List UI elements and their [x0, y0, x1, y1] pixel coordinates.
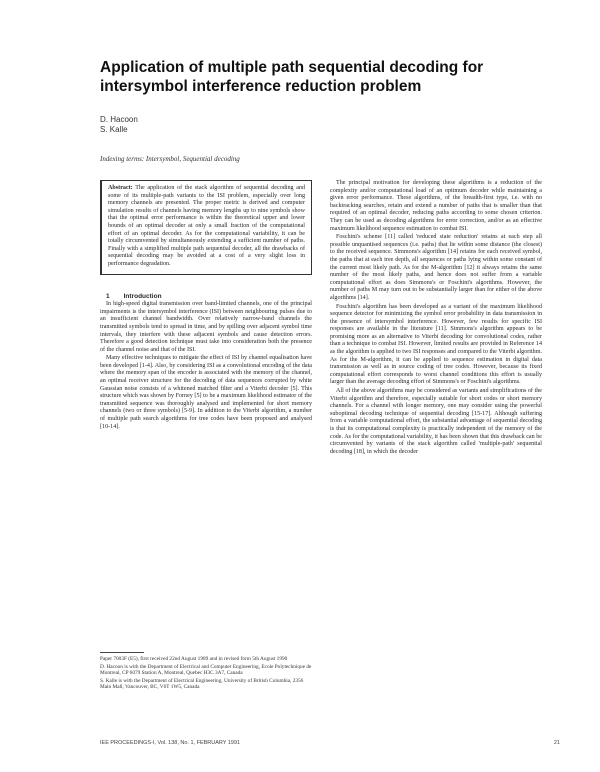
body-paragraph: The principal motivation for developing these algorithms is a reduction of the complexity and/or computational load of an optimum decoder while maintaining a given error performance. These algorithms, of the breadth-first type, i.e. with no backtracking searches, retain and extend a number of paths that is smaller than that required of an optimal decoder, reducing paths according to some chosen criterion. They can be used as decoding algorithms for error correction, and/or as an effective maximum likelihood sequence estimation to combat ISI.	[330, 180, 542, 232]
page-number: 21	[553, 740, 560, 746]
left-column	[100, 180, 312, 620]
indexing-terms: Indexing terms: Intersymbol, Sequential decoding	[100, 155, 240, 163]
abstract-label: Abstract:	[108, 185, 133, 191]
page-footer	[100, 740, 560, 746]
section-number: 1	[106, 292, 110, 300]
right-column	[330, 180, 542, 740]
paper-title: Application of multiple path sequential decoding for intersymbol interference reduction problem	[100, 59, 484, 95]
author-list	[100, 115, 138, 135]
abstract-text: The application of the stack algorithm of sequential decoding and some of its multiple-path variants to the ISI problem, especially over long memory channels are presented. The proper metric is derived and computer simulation results of channels having memory lengths up to nine symbols show that the optimal error performance is within the theoretical upper and lower bounds of an optimal decoder at only a small fraction of the computational effort of an optimal decoder. As for the computational variability, it can be totally circumvented by simultaneously extending a sufficient number of paths. Finally with a simplified multiple path sequential decoder, all the drawbacks of sequential decoding may be avoided at a cost of a very slight loss in performance degradation.	[108, 185, 305, 267]
author-name: D. Hacoon	[100, 115, 138, 124]
journal-reference: IEE PROCEEDINGS-I, Vol. 138, No. 1, FEBRUARY 1991	[100, 740, 241, 746]
body-paragraph: Foschini's scheme [11] called 'reduced state reduction' retains at each step all possible unquantised sequences (i.e. paths) that lie within some distance (the closest) to the received sequence. Simmons's algorithm [14] retains for each received symbol, the paths that at each tree depth, all sequences or paths lying within some constant of the current most likely path. As for the M-algorithm [12] it always retains the same number of the most likely paths, and hence does not suffer from a variable computational effort as does Simmons's or Foschini's algorithms. However, the number of paths M may turn out to be substantially larger than for either of the above algorithms [14].	[330, 234, 542, 301]
footnote: S. Kalle is with the Department of Electrical Engineering, University of British Columbia, 2356 Main Mall, Vancouver, BC, V6T 1W5, Canada	[100, 677, 304, 690]
footnote: D. Hacoon is with the Department of Electrical and Computer Engineering, Ecole Polytechnique de Montreal, CP 6079 Station A, Montreal, Quebec H3C 3A7, Canada	[100, 663, 312, 676]
abstract-box	[100, 180, 312, 275]
body-paragraph: Many effective techniques to mitigate the effect of ISI by channel equalisation have been developed [1-4]. Also, by considering ISI as a convolutional encoding of the data where the memory span of the encoder is associated with the memory of the channel, an optimal receiver structure for the decoding of data sequences corrupted by white Gaussian noise consists of a whitened matched filter and a Viterbi decoder [5]. This structure which was shown by Forney [5] to be a maximum likelihood estimator of the transmitted sequence was thoroughly analysed and implemented for short memory channels (two or three symbols) [5-9]. In addition to the Viterbi algorithm, a number of multiple path search algorithms for tree codes have been proposed and analysed [10-14].	[100, 355, 312, 430]
footnotes	[100, 656, 312, 692]
body-paragraph: All of the above algorithms may be considered as variants and simplifications of the Viterbi algorithm and therefore, especially suitable for short codes or short memory channels. For a channel with longer memory, one may consider using the powerful suboptimal decoding technique of sequential decoding [15-17]. Although suffering from a variable computational effort, the substantial advantage of sequential decoding is that its computational complexity is practically independent of the memory of the code. As for the computational variability, it has been shown that this drawback can be circumvented by variants of the stack algorithm called 'multiple-path' sequential decoding [18], in which the decoder	[330, 388, 542, 455]
section-title: Introduction	[123, 292, 162, 300]
footnote: Paper 7003F (E5), first received 22nd August 1989 and in revised form 5th August 1990	[100, 656, 288, 662]
author-name: S. Kalle	[100, 125, 128, 134]
section-heading	[100, 293, 312, 301]
body-paragraph: In high-speed digital transmission over band-limited channels, one of the principal impairments is the intersymbol interference (ISI) between neighbouring pulses due to an insufficient channel bandwidth. Over relatively narrow-band channels the transmitted symbols tend to spread in time, and by spilling over adjacent symbol time intervals, they interfere with these adjacent symbols and cause detection errors. Therefore a good detection technique must take into consideration both the presence of the channel noise and that of the ISI.	[100, 301, 312, 353]
body-paragraph: Foschini's algorithm has been developed as a variant of the maximum likelihood sequence detector for minimizing the symbol error probability in data transmission in the presence of intersymbol interference. However, few results for specific ISI responses are available in the literature [11]. Simmons's algorithm appears to be promising more as an alternative to Viterbi decoding for convolutional codes, rather than a technique to combat ISI. However, limited results are provided in Reference 14 as the algorithm is applied to two ISI responses and compared to the Viterbi algorithm. As for the M-algorithm, it can be applied to sequence estimation in digital data transmission as well as in source coding of tree codes. However, because its fixed computational effort corresponds to worst channel conditions this effort is usually larger than the average decoding effort of Simmons's or Foschini's algorithms.	[330, 303, 542, 386]
footnote-rule	[100, 652, 144, 653]
